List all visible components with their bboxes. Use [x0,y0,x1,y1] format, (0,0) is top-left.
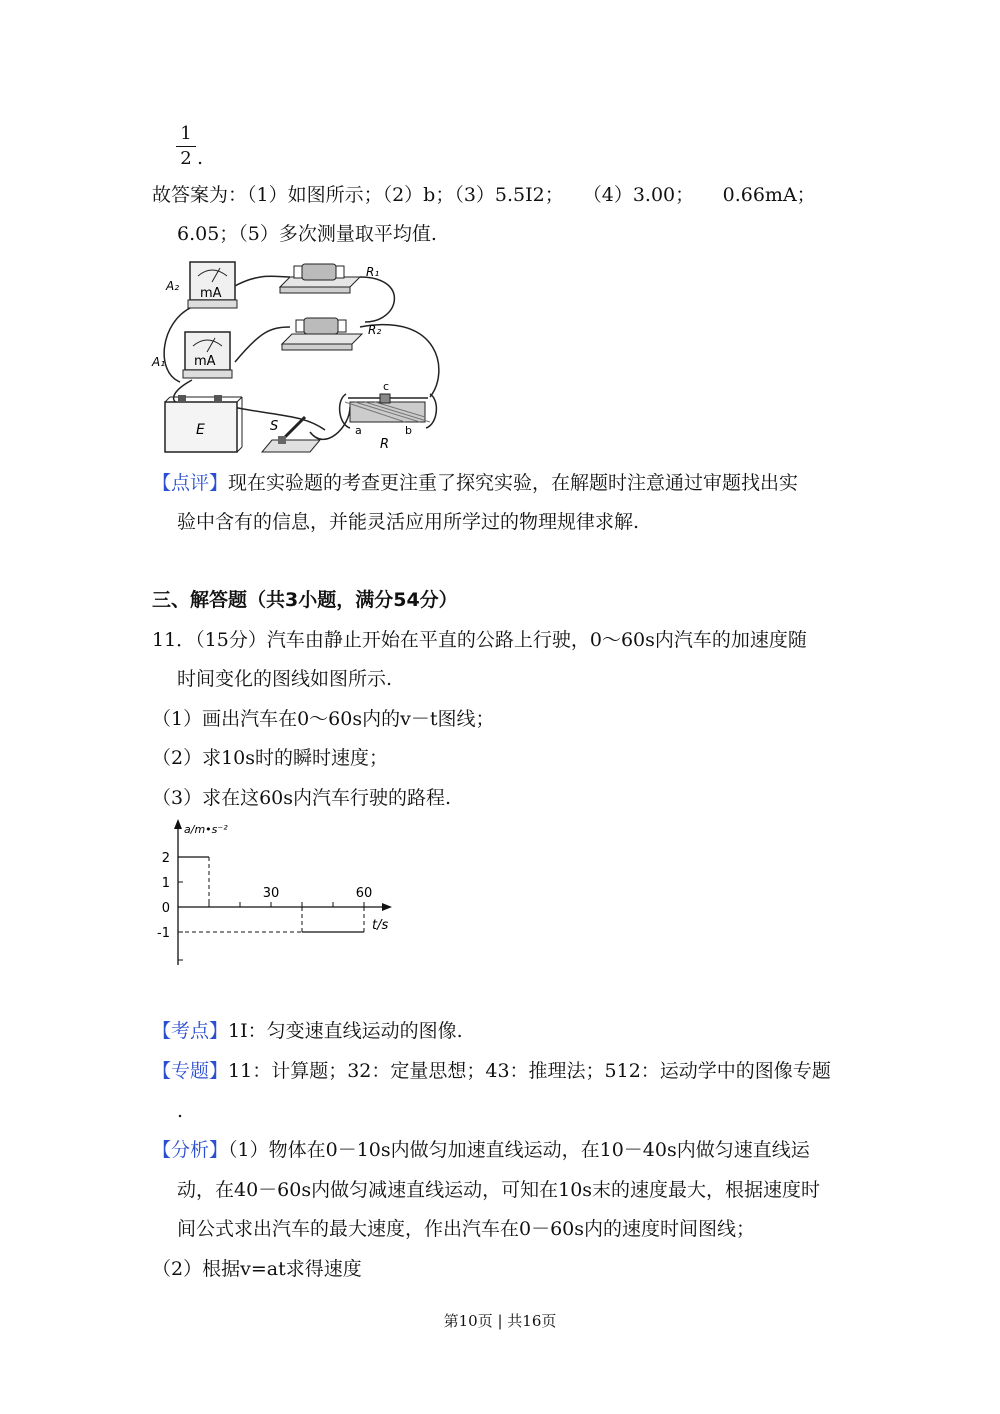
section-title: 三、解答题（共3小题，满分54分） [152,589,458,611]
rheostat-a-label: a [355,424,362,437]
answer-line-1: 故答案为：（1）如图所示；（2）b；（3）5.5I2； （4）3.00； 0.66mA； [152,184,816,206]
a1-unit: mA [194,354,216,369]
a2-label: A₂ [166,279,180,293]
fenxi-line-2: 动，在40－60s内做匀减速直线运动，可知在10s末的速度最大，根据速度时 [177,1179,821,1201]
r1-label: R₁ [366,265,380,279]
fraction-denominator: 2 [180,148,192,169]
rheostat-r [340,380,437,452]
fraction-numerator: 1 [180,123,192,144]
fraction-bar [176,146,196,147]
y-axis-arrow [174,819,182,829]
a1-label: A₁ [152,355,166,369]
y-axis-label: a/m•s⁻² [184,823,228,836]
question-line-1: 11．（15分）汽车由静止开始在平直的公路上行驶，0～60s内汽车的加速度随 [152,629,807,651]
y-tick-label: 2 [161,851,170,866]
comment-line-1 [152,470,798,496]
comment-line-2: 验中含有的信息，并能灵活应用所学过的物理规律求解. [177,511,640,533]
kaodian-text: 1I：匀变速直线运动的图像. [228,1020,463,1042]
fenxi-line-4: （2）根据v=at求得速度 [152,1258,362,1280]
question-sub-1: （1）画出汽车在0～60s内的v－t图线； [152,708,495,730]
fenxi-line-1 [152,1137,810,1163]
ammeter-a1 [151,332,232,378]
r2-label: R₂ [368,323,382,337]
zhuanti-tag: 【专题】 [152,1060,229,1082]
answer-line-2: 6.05；（5）多次测量取平均值. [177,223,437,245]
battery-e [165,395,242,452]
rheostat-c-label: c [383,380,390,393]
comment-tag: 【点评】 [152,472,229,494]
rheostat-b-label: b [405,424,412,437]
zhuanti-tail: . [177,1100,184,1122]
battery-label: E [196,422,205,438]
fenxi-line-3: 间公式求出汽车的最大速度，作出汽车在0－60s内的速度时间图线； [177,1218,756,1240]
kaodian-line [152,1018,463,1044]
question-sub-3: （3）求在这60s内汽车行驶的路程. [152,787,452,809]
fenxi-text-1: （1）物体在0－10s内做匀加速直线运动，在10－40s内做匀速直线运 [228,1139,810,1161]
y-tick-label: 0 [161,901,170,916]
resistor-r1 [280,264,379,293]
zhuanti-line [152,1058,831,1084]
fenxi-tag: 【分析】 [152,1139,229,1161]
x-axis-arrow [382,903,392,911]
comment-text-1: 现在实验题的考查更注重了探究实验，在解题时注意通过审题找出实 [228,472,799,494]
resistor-r2 [282,318,381,350]
question-sub-2: （2）求10s时的瞬时速度； [152,747,389,769]
switch-label: S [270,419,279,434]
kaodian-tag: 【考点】 [152,1020,229,1042]
x-tick-label: 30 [262,886,280,901]
a2-unit: mA [200,286,222,301]
x-axis-label: t/s [372,918,389,933]
fraction-period: . [197,147,204,169]
rheostat-label: R [380,437,390,452]
y-tick-label: -1 [157,926,170,941]
question-line-2: 时间变化的图线如图所示. [177,668,393,690]
y-tick-label: 1 [161,876,170,891]
fraction-one-half [176,124,196,169]
circuit-diagram [150,252,450,462]
page-footer: 第10页 | 共16页 [443,1312,557,1330]
ammeter-a2 [165,262,237,308]
x-tick-label: 60 [355,886,373,901]
wire-r1-r2 [360,277,394,322]
zhuanti-text: 11：计算题；32：定量思想；43：推理法；512：运动学中的图像专题 [228,1060,831,1082]
acceleration-chart [150,815,410,975]
